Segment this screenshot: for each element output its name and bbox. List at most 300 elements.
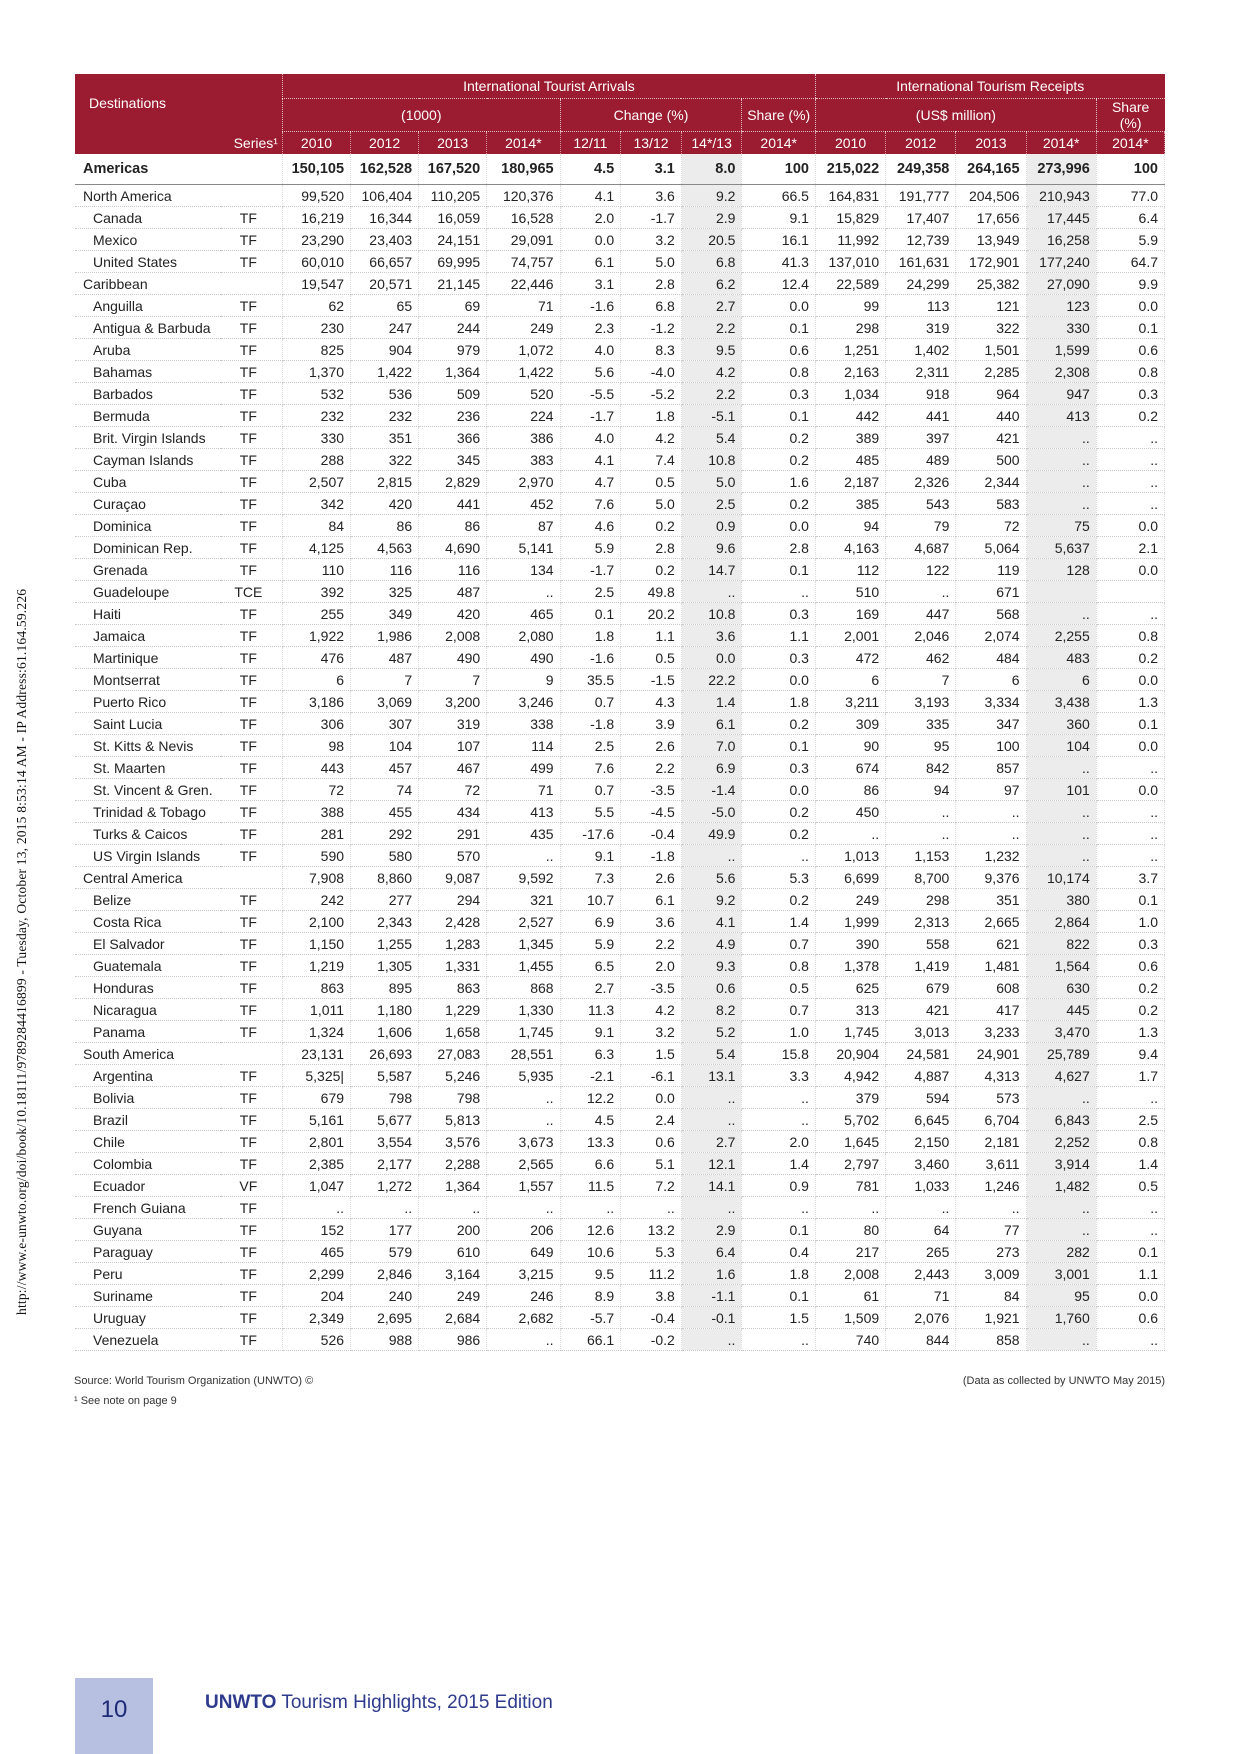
destination-name: Paraguay [75,1241,221,1263]
value-cell: .. [1096,427,1164,449]
value-cell: 75 [1026,515,1096,537]
value-cell: 3.1 [560,273,621,295]
value-cell: 134 [487,559,560,581]
value-cell: 4,125 [282,537,350,559]
destination-name: French Guiana [75,1197,221,1219]
value-cell: 12,739 [886,229,956,251]
value-cell: -1.8 [560,713,621,735]
value-cell: 28,551 [487,1043,560,1065]
value-cell: .. [681,1109,742,1131]
value-cell: 440 [956,405,1026,427]
value-cell: 162,528 [351,154,419,185]
value-cell: 2.0 [742,1131,816,1153]
value-cell: .. [956,1197,1026,1219]
value-cell: 307 [351,713,419,735]
value-cell: 417 [956,999,1026,1021]
value-cell: 6.1 [560,251,621,273]
value-cell: 321 [487,889,560,911]
value-cell: 9.2 [681,185,742,207]
value-cell: 1.5 [621,1043,682,1065]
value-cell: 1,509 [815,1307,885,1329]
value-cell: 0.9 [681,515,742,537]
value-cell: 383 [487,449,560,471]
value-cell: 2.2 [681,317,742,339]
series-code: TF [221,889,283,911]
series-code: TF [221,493,283,515]
value-cell: 0.6 [742,339,816,361]
value-cell: .. [1096,1197,1164,1219]
table-row [75,1087,1165,1109]
value-cell: 465 [487,603,560,625]
value-cell: 895 [351,977,419,999]
value-cell: 2,150 [886,1131,956,1153]
destination-name: Canada [75,207,221,229]
value-cell: 1,013 [815,845,885,867]
value-cell: 3,438 [1026,691,1096,713]
destination-name: Barbados [75,383,221,405]
value-cell: 1,745 [487,1021,560,1043]
value-cell: 6 [815,669,885,691]
value-cell: 291 [419,823,487,845]
value-cell: 249 [815,889,885,911]
value-cell: 204,506 [956,185,1026,207]
value-cell: 389 [815,427,885,449]
value-cell: .. [1026,845,1096,867]
value-cell: 180,965 [487,154,560,185]
value-cell: 306 [282,713,350,735]
value-cell: 24,299 [886,273,956,295]
table-row [75,207,1165,229]
value-cell: 2,343 [351,911,419,933]
table-row [75,1021,1165,1043]
value-cell: 342 [282,493,350,515]
value-cell: 2,970 [487,471,560,493]
value-cell: 322 [956,317,1026,339]
table-row [75,185,1165,207]
value-cell: 6 [1026,669,1096,691]
value-cell: 6,704 [956,1109,1026,1131]
value-cell: 9.1 [742,207,816,229]
destination-name: Puerto Rico [75,691,221,713]
value-cell: 3,334 [956,691,1026,713]
value-cell: .. [419,1197,487,1219]
value-cell: 4.1 [681,911,742,933]
value-cell: -1.7 [560,559,621,581]
value-cell: 3,554 [351,1131,419,1153]
value-cell: 12.2 [560,1087,621,1109]
value-cell: 2,100 [282,911,350,933]
value-cell: 5.9 [560,933,621,955]
table-row [75,845,1165,867]
value-cell: 483 [1026,647,1096,669]
value-cell: 11,992 [815,229,885,251]
value-cell: 71 [487,295,560,317]
value-cell: 41.3 [742,251,816,273]
value-cell: 3.6 [621,911,682,933]
table-row [75,823,1165,845]
table-row [75,713,1165,735]
value-cell: 113 [886,295,956,317]
value-cell: .. [1026,449,1096,471]
value-cell: 2,187 [815,471,885,493]
value-cell: 120,376 [487,185,560,207]
value-cell: 3.2 [621,229,682,251]
value-cell: -1.5 [621,669,682,691]
series-code: TF [221,339,283,361]
destination-name: Dominica [75,515,221,537]
value-cell: 104 [351,735,419,757]
table-row [75,1043,1165,1065]
value-cell: .. [1096,845,1164,867]
receipts-group-header: International Tourism Receipts [815,74,1164,99]
value-cell: 1,330 [487,999,560,1021]
value-cell: 20,571 [351,273,419,295]
value-cell: 0.0 [1096,515,1164,537]
destination-name: Haiti [75,603,221,625]
value-cell: 1.0 [1096,911,1164,933]
value-cell: 1.4 [742,1153,816,1175]
value-cell: 9.1 [560,845,621,867]
value-cell: 822 [1026,933,1096,955]
series-code: TF [221,317,283,339]
value-cell: 679 [282,1087,350,1109]
series-code: TF [221,999,283,1021]
table-row [75,889,1165,911]
col-header: 2014* [1026,132,1096,155]
value-cell: 1,150 [282,933,350,955]
value-cell: 313 [815,999,885,1021]
table-row [75,1109,1165,1131]
value-cell: 388 [282,801,350,823]
value-cell: 0.2 [742,449,816,471]
value-cell: -1.8 [621,845,682,867]
value-cell: 0.1 [742,1285,816,1307]
value-cell: .. [886,823,956,845]
value-cell: 87 [487,515,560,537]
value-cell: 2.5 [1096,1109,1164,1131]
table-row [75,1285,1165,1307]
value-cell: .. [1096,801,1164,823]
destination-name: Anguilla [75,295,221,317]
value-cell: 100 [1096,154,1164,185]
series-code: TF [221,625,283,647]
table-row [75,361,1165,383]
value-cell: 781 [815,1175,885,1197]
value-cell: 4.0 [560,339,621,361]
value-cell: 5.0 [621,251,682,273]
col-header: 2014* [1096,132,1164,155]
value-cell: 0.3 [1096,933,1164,955]
value-cell: 86 [419,515,487,537]
value-cell: 335 [886,713,956,735]
arrivals-receipts-table [75,74,1165,1351]
value-cell: 5.1 [621,1153,682,1175]
value-cell: 2,344 [956,471,1026,493]
col-header: 2013 [419,132,487,155]
value-cell: 413 [487,801,560,823]
value-cell: 7 [351,669,419,691]
value-cell: 0.2 [742,801,816,823]
value-cell: 5,587 [351,1065,419,1087]
value-cell: 1,153 [886,845,956,867]
value-cell: 1,180 [351,999,419,1021]
table-row [75,1153,1165,1175]
value-cell: 100 [742,154,816,185]
value-cell: 1,482 [1026,1175,1096,1197]
value-cell: 1.7 [1096,1065,1164,1087]
value-cell: 66,657 [351,251,419,273]
value-cell: 35.5 [560,669,621,691]
value-cell: 282 [1026,1241,1096,1263]
table-row [75,757,1165,779]
value-cell: 5,677 [351,1109,419,1131]
value-cell: 0.0 [621,1087,682,1109]
value-cell: 5,813 [419,1109,487,1131]
value-cell: 5.3 [742,867,816,889]
value-cell: 679 [886,977,956,999]
value-cell: 309 [815,713,885,735]
value-cell: 0.3 [742,603,816,625]
value-cell: 23,403 [351,229,419,251]
value-cell: 1,745 [815,1021,885,1043]
value-cell: 0.1 [1096,889,1164,911]
value-cell: 5.6 [560,361,621,383]
value-cell: .. [1096,1087,1164,1109]
value-cell: 240 [351,1285,419,1307]
destination-name: Grenada [75,559,221,581]
destination-name: Costa Rica [75,911,221,933]
value-cell: .. [742,581,816,603]
value-cell: .. [815,1197,885,1219]
value-cell: 112 [815,559,885,581]
value-cell: 49.8 [621,581,682,603]
value-cell: 23,131 [282,1043,350,1065]
value-cell: 0.0 [1096,735,1164,757]
value-cell: 583 [956,493,1026,515]
value-cell: 90 [815,735,885,757]
value-cell: 4.7 [560,471,621,493]
value-cell: 123 [1026,295,1096,317]
value-cell: 9.4 [1096,1043,1164,1065]
value-cell: 330 [1026,317,1096,339]
value-cell: 740 [815,1329,885,1351]
value-cell: 0.0 [1096,669,1164,691]
value-cell: .. [487,1087,560,1109]
value-cell: 573 [956,1087,1026,1109]
value-cell: 8,860 [351,867,419,889]
destination-name: Americas [75,154,221,185]
value-cell: 95 [1026,1285,1096,1307]
value-cell: 204 [282,1285,350,1307]
value-cell: 0.2 [1096,977,1164,999]
value-cell: 6.4 [1096,207,1164,229]
value-cell: 23,290 [282,229,350,251]
value-cell: 26,693 [351,1043,419,1065]
value-cell: 21,145 [419,273,487,295]
value-cell: 14.7 [681,559,742,581]
destination-name: Turks & Caicos [75,823,221,845]
value-cell: -1.2 [621,317,682,339]
value-cell: 0.2 [1096,999,1164,1021]
value-cell: 74,757 [487,251,560,273]
value-cell: 5.3 [621,1241,682,1263]
value-cell: 84 [282,515,350,537]
value-cell: 0.2 [742,427,816,449]
value-cell: 116 [351,559,419,581]
value-cell: 2.5 [560,581,621,603]
value-cell: 2,288 [419,1153,487,1175]
value-cell: 385 [815,493,885,515]
value-cell: 380 [1026,889,1096,911]
destination-name: Suriname [75,1285,221,1307]
value-cell: 98 [282,735,350,757]
value-cell: 2,299 [282,1263,350,1285]
value-cell: 5,637 [1026,537,1096,559]
value-cell: 152 [282,1219,350,1241]
value-cell: 490 [419,647,487,669]
table-row [75,911,1165,933]
arrivals-group-header: International Tourist Arrivals [282,74,815,99]
value-cell: 345 [419,449,487,471]
value-cell: 0.2 [621,559,682,581]
value-cell: 2.4 [621,1109,682,1131]
value-cell: 0.8 [1096,1131,1164,1153]
value-cell: 17,445 [1026,207,1096,229]
value-cell: 4.0 [560,427,621,449]
value-cell: 13.3 [560,1131,621,1153]
value-cell: 6.1 [681,713,742,735]
value-cell: 60,010 [282,251,350,273]
value-cell: 177 [351,1219,419,1241]
table-row [75,295,1165,317]
series-code: TF [221,735,283,757]
value-cell: 858 [956,1329,1026,1351]
value-cell: 3,164 [419,1263,487,1285]
value-cell: 5,141 [487,537,560,559]
value-cell: 3,460 [886,1153,956,1175]
value-cell: 122 [886,559,956,581]
value-cell: 6.9 [560,911,621,933]
value-cell: 1.6 [681,1263,742,1285]
value-cell: 0.5 [1096,1175,1164,1197]
value-cell: .. [956,823,1026,845]
value-cell: 1,599 [1026,339,1096,361]
table-row [75,647,1165,669]
value-cell: 72 [956,515,1026,537]
value-cell: 6.3 [560,1043,621,1065]
value-cell: 288 [282,449,350,471]
value-cell: 319 [886,317,956,339]
value-cell: 247 [351,317,419,339]
value-cell: 294 [419,889,487,911]
value-cell: 264,165 [956,154,1026,185]
value-cell: 9.5 [681,339,742,361]
destination-name: Belize [75,889,221,911]
value-cell: -1.1 [681,1285,742,1307]
value-cell: -17.6 [560,823,621,845]
value-cell: 9.9 [1096,273,1164,295]
value-cell: 4.5 [560,154,621,185]
value-cell: 421 [886,999,956,1021]
table-row [75,229,1165,251]
value-cell: 1,272 [351,1175,419,1197]
value-cell: 0.2 [1096,647,1164,669]
value-cell: 0.2 [621,515,682,537]
value-cell: 4.3 [621,691,682,713]
value-cell: 2.2 [621,757,682,779]
value-cell: 22,589 [815,273,885,295]
value-cell: 4,163 [815,537,885,559]
series-code: TF [221,647,283,669]
value-cell: 1,402 [886,339,956,361]
value-cell: 594 [886,1087,956,1109]
value-cell: 110,205 [419,185,487,207]
value-cell: .. [742,845,816,867]
value-cell: 10.8 [681,449,742,471]
value-cell: 0.6 [1096,339,1164,361]
value-cell: 4,627 [1026,1065,1096,1087]
value-cell: 206 [487,1219,560,1241]
value-cell: 1,047 [282,1175,350,1197]
value-cell: .. [1026,427,1096,449]
destination-name: Chile [75,1131,221,1153]
value-cell: .. [487,1329,560,1351]
value-cell: 0.0 [742,515,816,537]
value-cell: 510 [815,581,885,603]
value-cell: 1,034 [815,383,885,405]
value-cell: 3.2 [621,1021,682,1043]
value-cell: 2.9 [681,1219,742,1241]
destination-name: Nicaragua [75,999,221,1021]
value-cell: 0.2 [742,889,816,911]
value-cell: 489 [886,449,956,471]
value-cell: 610 [419,1241,487,1263]
value-cell: 918 [886,383,956,405]
series-code: TF [221,427,283,449]
series-code: TF [221,251,283,273]
series-code: TF [221,1131,283,1153]
value-cell: 568 [956,603,1026,625]
value-cell: 16,528 [487,207,560,229]
value-cell: 106,404 [351,185,419,207]
value-cell: 121 [956,295,1026,317]
value-cell: .. [1026,823,1096,845]
table-row [75,405,1165,427]
value-cell: -0.4 [621,1307,682,1329]
value-cell: 2,076 [886,1307,956,1329]
value-cell: 224 [487,405,560,427]
value-cell: .. [886,801,956,823]
series-code [221,154,283,185]
value-cell: 462 [886,647,956,669]
value-cell: 6.4 [681,1241,742,1263]
value-cell: 798 [419,1087,487,1109]
value-cell: 435 [487,823,560,845]
value-cell: 61 [815,1285,885,1307]
value-cell: 4.1 [560,449,621,471]
value-cell: 904 [351,339,419,361]
value-cell: 2.1 [1096,537,1164,559]
value-cell: 16,344 [351,207,419,229]
value-cell: 11.5 [560,1175,621,1197]
value-cell: 3,186 [282,691,350,713]
value-cell: 161,631 [886,251,956,273]
table-row [75,449,1165,471]
destination-name: Guyana [75,1219,221,1241]
value-cell: 1,419 [886,955,956,977]
value-cell: 10.8 [681,603,742,625]
value-cell: 2.5 [560,735,621,757]
